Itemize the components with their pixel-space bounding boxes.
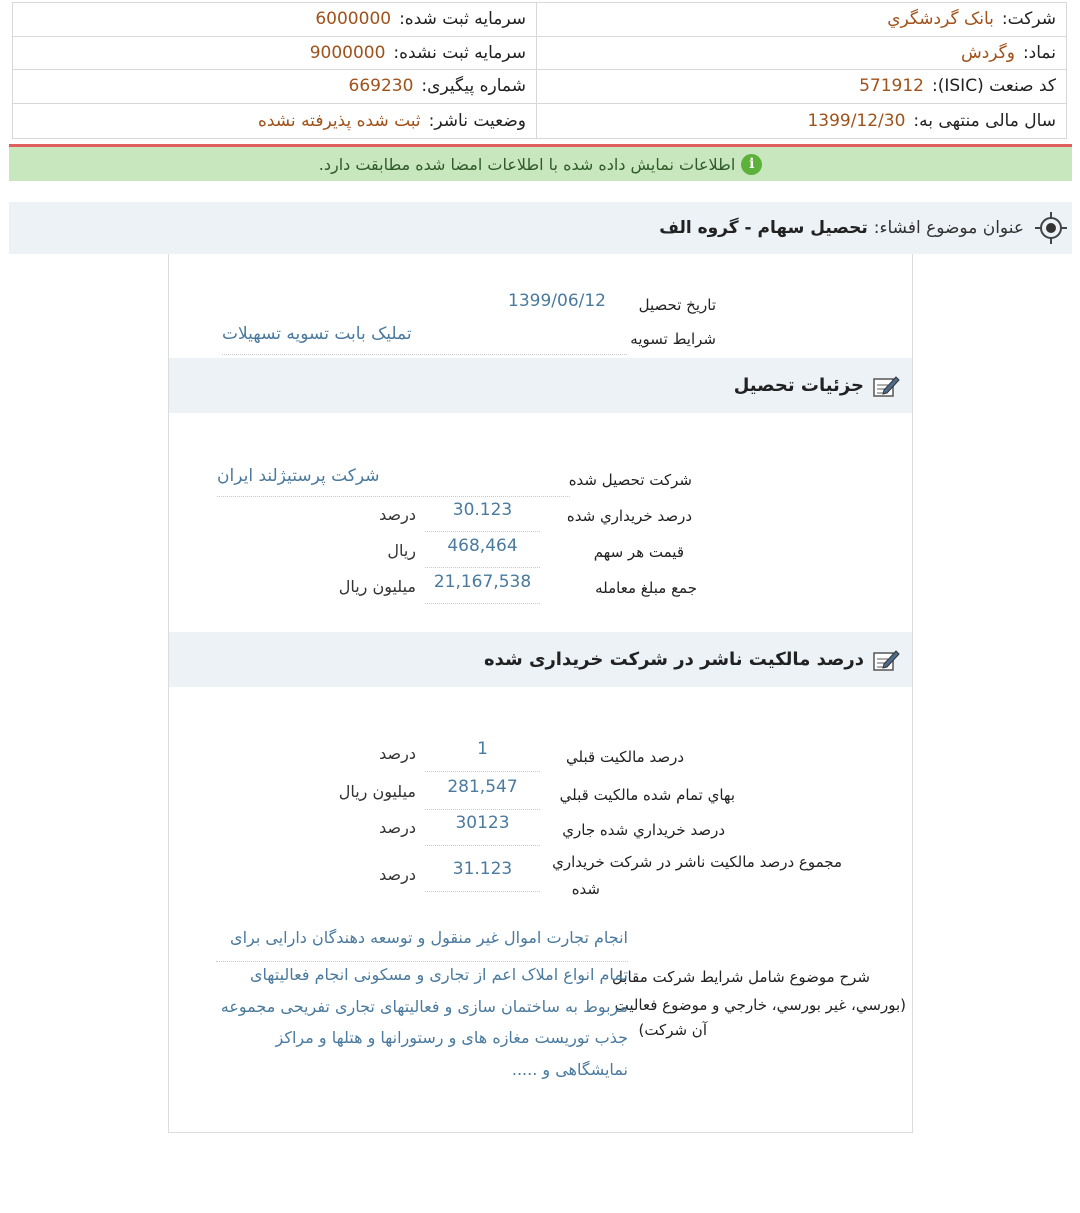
symbol-label: نماد: [1022, 42, 1056, 63]
description-label-cont: (بورسي، غير بورسي، خارجي و موضوع فعاليت [614, 996, 906, 1014]
prev-ownership-field [425, 739, 540, 772]
info-row [13, 3, 1066, 37]
ownership-heading: درصد مالکيت ناشر در شرکت خريداری شده [483, 649, 864, 670]
edit-icon [872, 648, 900, 672]
publisher-status-cell [13, 104, 536, 138]
prev-cost-unit: ميليون ريال [338, 782, 416, 801]
description-text: مربوط به ساختمان سازی و فعالیتهای تجاری تفریحی مجموعه [220, 997, 628, 1016]
acquired-company-label: شرکت تحصيل شده [568, 471, 692, 489]
verification-message [9, 144, 1072, 181]
share-price-value: 468,464 [447, 536, 518, 556]
unregistered-capital-label: سرمایه ثبت نشده: [393, 42, 526, 63]
description-text: انجام تجارت اموال غیر منقول و توسعه دهندگان دارایی برای [230, 928, 628, 947]
purchased-percent-label: درصد خريداري شده [566, 507, 692, 525]
total-ownership-unit: درصد [379, 865, 416, 884]
purchased-percent-field [425, 500, 540, 532]
registered-capital-cell [13, 3, 536, 36]
total-ownership-field [425, 859, 540, 892]
acquisition-date-value: 1399/06/12 [508, 291, 606, 311]
prev-ownership-label: درصد مالکيت قبلي [566, 748, 684, 766]
symbol-value: وگردش [960, 42, 1015, 63]
company-cell [536, 3, 1066, 36]
fiscal-year-label: سال مالی منتهی به: [913, 110, 1056, 131]
share-price-unit: ريال [387, 541, 416, 560]
settlement-terms-value: تملیک بابت تسویه تسهیلات [222, 324, 412, 344]
prev-cost-label: بهاي تمام شده مالکيت قبلي [559, 786, 735, 804]
target-icon [1034, 211, 1068, 245]
total-amount-field [425, 572, 540, 604]
disclosure-title-bar [9, 202, 1072, 254]
info-row [13, 37, 1066, 71]
prev-cost-field [425, 777, 540, 810]
share-price-field [425, 536, 540, 568]
disclosure-panel [168, 254, 913, 1133]
symbol-cell [536, 37, 1066, 70]
acquired-company-field [217, 466, 570, 497]
disclosure-title-value: تحصیل سهام - گروه الف [659, 218, 868, 238]
share-price-label: قيمت هر سهم [593, 543, 684, 561]
acquisition-details-header [169, 358, 912, 413]
ownership-header [169, 632, 912, 687]
purchased-percent-unit: درصد [379, 505, 416, 524]
total-amount-label: جمع مبلغ معامله [595, 579, 697, 597]
publisher-status-label: وضعیت ناشر: [428, 110, 526, 131]
unregistered-capital-value: 9000000 [309, 42, 386, 63]
current-purchase-field [425, 813, 540, 846]
description-text: جذب توریست مغازه های و رستورانها و هتلها و مراکز [275, 1028, 628, 1047]
info-row [13, 70, 1066, 104]
publisher-status-value: ثبت شده پذیرفته نشده [257, 110, 421, 131]
isic-label: کد صنعت (ISIC): [932, 76, 1056, 97]
current-purchase-unit: درصد [379, 818, 416, 837]
total-amount-value: 21,167,538 [433, 572, 532, 592]
prev-cost-value: 281,547 [447, 777, 518, 797]
current-purchase-value: 30123 [455, 813, 510, 833]
company-value: بانک گردشگري [887, 9, 994, 30]
total-ownership-label: مجموع درصد مالکيت ناشر در شرکت خريداري [552, 853, 842, 871]
registered-capital-label: سرمایه ثبت شده: [399, 9, 526, 30]
edit-icon [872, 374, 900, 398]
company-label: شرکت: [1001, 9, 1056, 30]
purchased-percent-value: 30.123 [452, 500, 513, 520]
description-text: نمایشگاهی و ..... [511, 1060, 628, 1079]
tracking-cell [13, 70, 536, 103]
total-ownership-label-cont: شده [571, 880, 600, 898]
description-text: تمام انواع املاک اعم از تجاری و مسکونی انجام فعالیتهای [249, 965, 628, 984]
tracking-value: 669230 [348, 76, 414, 97]
fiscal-year-value: 1399/12/30 [807, 110, 906, 131]
info-icon: i [741, 154, 762, 175]
prev-ownership-unit: درصد [379, 744, 416, 763]
tracking-label: شماره پیگیری: [421, 76, 526, 97]
disclosure-title-label: عنوان موضوع افشاء: [873, 218, 1024, 238]
company-info-table [12, 2, 1067, 139]
prev-ownership-value: 1 [477, 739, 488, 759]
verification-message-text: اطلاعات نمایش داده شده با اطلاعات امضا شده مطابقت دارد. [318, 154, 736, 174]
settlement-terms-field [222, 324, 627, 355]
acquired-company-value: شرکت پرستیژلند ایران [217, 466, 380, 486]
unregistered-capital-cell [13, 37, 536, 70]
settlement-terms-label: شرايط تسويه [630, 330, 716, 348]
acquisition-details-heading: جزئيات تحصيل [733, 375, 864, 396]
description-label-cont: آن شرکت) [638, 1021, 707, 1039]
current-purchase-label: درصد خريداري شده جاري [562, 821, 725, 839]
info-row [13, 104, 1066, 138]
isic-cell [536, 70, 1066, 103]
acquisition-date-label: تاريخ تحصيل [638, 296, 716, 314]
fiscal-year-cell [536, 104, 1066, 138]
description-line [216, 928, 628, 962]
total-amount-unit: ميليون ريال [338, 577, 416, 596]
total-ownership-value: 31.123 [452, 859, 513, 879]
registered-capital-value: 6000000 [315, 9, 392, 30]
description-label: شرح موضوع شامل شرايط شرکت مقابل [612, 968, 870, 986]
isic-value: 571912 [859, 76, 924, 97]
